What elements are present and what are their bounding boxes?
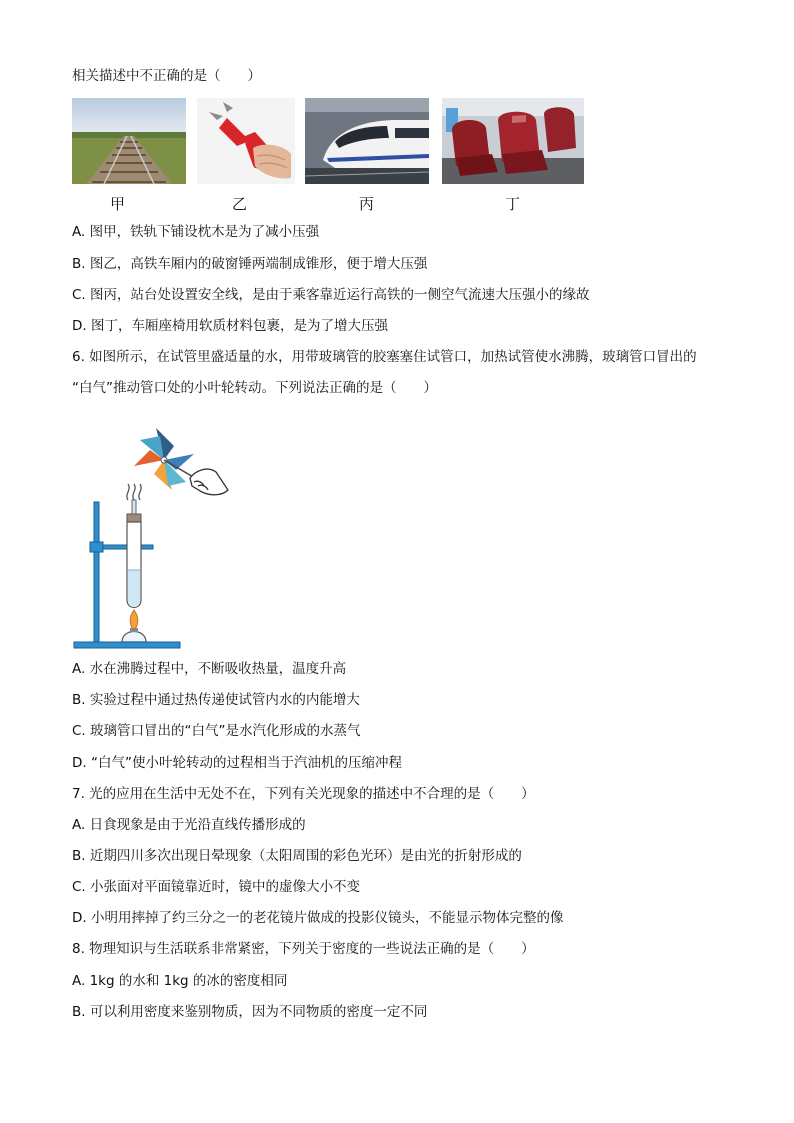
- q8-stem: 8. 物理知识与生活联系非常紧密，下列关于密度的一些说法正确的是（ ）: [72, 941, 535, 957]
- q7-option-d: D. 小明用摔掉了约三分之一的老花镜片做成的投影仪镜头，不能显示物体完整的像: [72, 910, 564, 926]
- q6-option-b: B. 实验过程中通过热传递使试管内水的内能增大: [72, 692, 360, 708]
- high-speed-train-photo: [305, 98, 429, 184]
- q8-option-a: A. 1kg 的水和 1kg 的冰的密度相同: [72, 973, 288, 989]
- caption-yi: 乙: [232, 195, 248, 213]
- q7-option-a: A. 日食现象是由于光沿直线传播形成的: [72, 817, 306, 833]
- pinwheel-icon: [134, 428, 194, 490]
- caption-ding: 丁: [505, 195, 521, 213]
- caption-jia: 甲: [110, 195, 126, 213]
- q5-option-b: B. 图乙，高铁车厢内的破窗锤两端制成锥形，便于增大压强: [72, 256, 428, 272]
- q8-option-b: B. 可以利用密度来鉴别物质，因为不同物质的密度一定不同: [72, 1004, 428, 1020]
- q5-option-a: A. 图甲，铁轨下铺设枕木是为了减小压强: [72, 224, 320, 240]
- q6-option-c: C. 玻璃管口冒出的“白气”是水汽化形成的水蒸气: [72, 723, 361, 739]
- q7-option-b: B. 近期四川多次出现日晕现象（太阳周围的彩色光环）是由光的折射形成的: [72, 848, 522, 864]
- q6-option-a: A. 水在沸腾过程中，不断吸收热量，温度升高: [72, 661, 347, 677]
- emergency-hammer-photo: [197, 98, 295, 184]
- q6-option-d: D. “白气”使小叶轮转动的过程相当于汽油机的压缩冲程: [72, 755, 402, 771]
- hand-icon: [190, 469, 228, 495]
- train-seats-photo: [442, 98, 584, 184]
- q7-stem: 7. 光的应用在生活中无处不在，下列有关光现象的描述中不合理的是（ ）: [72, 786, 535, 802]
- flame-icon: [130, 610, 138, 630]
- boiling-pinwheel-apparatus-diagram: [72, 420, 232, 652]
- q7-option-c: C. 小张面对平面镜靠近时，镜中的虚像大小不变: [72, 879, 361, 895]
- railway-track-photo: [72, 98, 186, 184]
- steam-icon: [127, 484, 141, 500]
- q5-option-c: C. 图丙，站台处设置安全线，是由于乘客靠近运行高铁的一侧空气流速大压强小的缘故: [72, 287, 590, 303]
- caption-bing: 丙: [359, 195, 375, 213]
- question-intro: 相关描述中不正确的是（ ）: [72, 68, 261, 84]
- q5-option-d: D. 图丁，车厢座椅用软质材料包裹，是为了增大压强: [72, 318, 388, 334]
- q6-stem-line2: “白气”推动管口处的小叶轮转动。下列说法正确的是（ ）: [72, 380, 437, 396]
- q6-stem-line1: 6. 如图所示，在试管里盛适量的水，用带玻璃管的胶塞塞住试管口，加热试管使水沸腾，玻璃管口冒出的: [72, 349, 697, 365]
